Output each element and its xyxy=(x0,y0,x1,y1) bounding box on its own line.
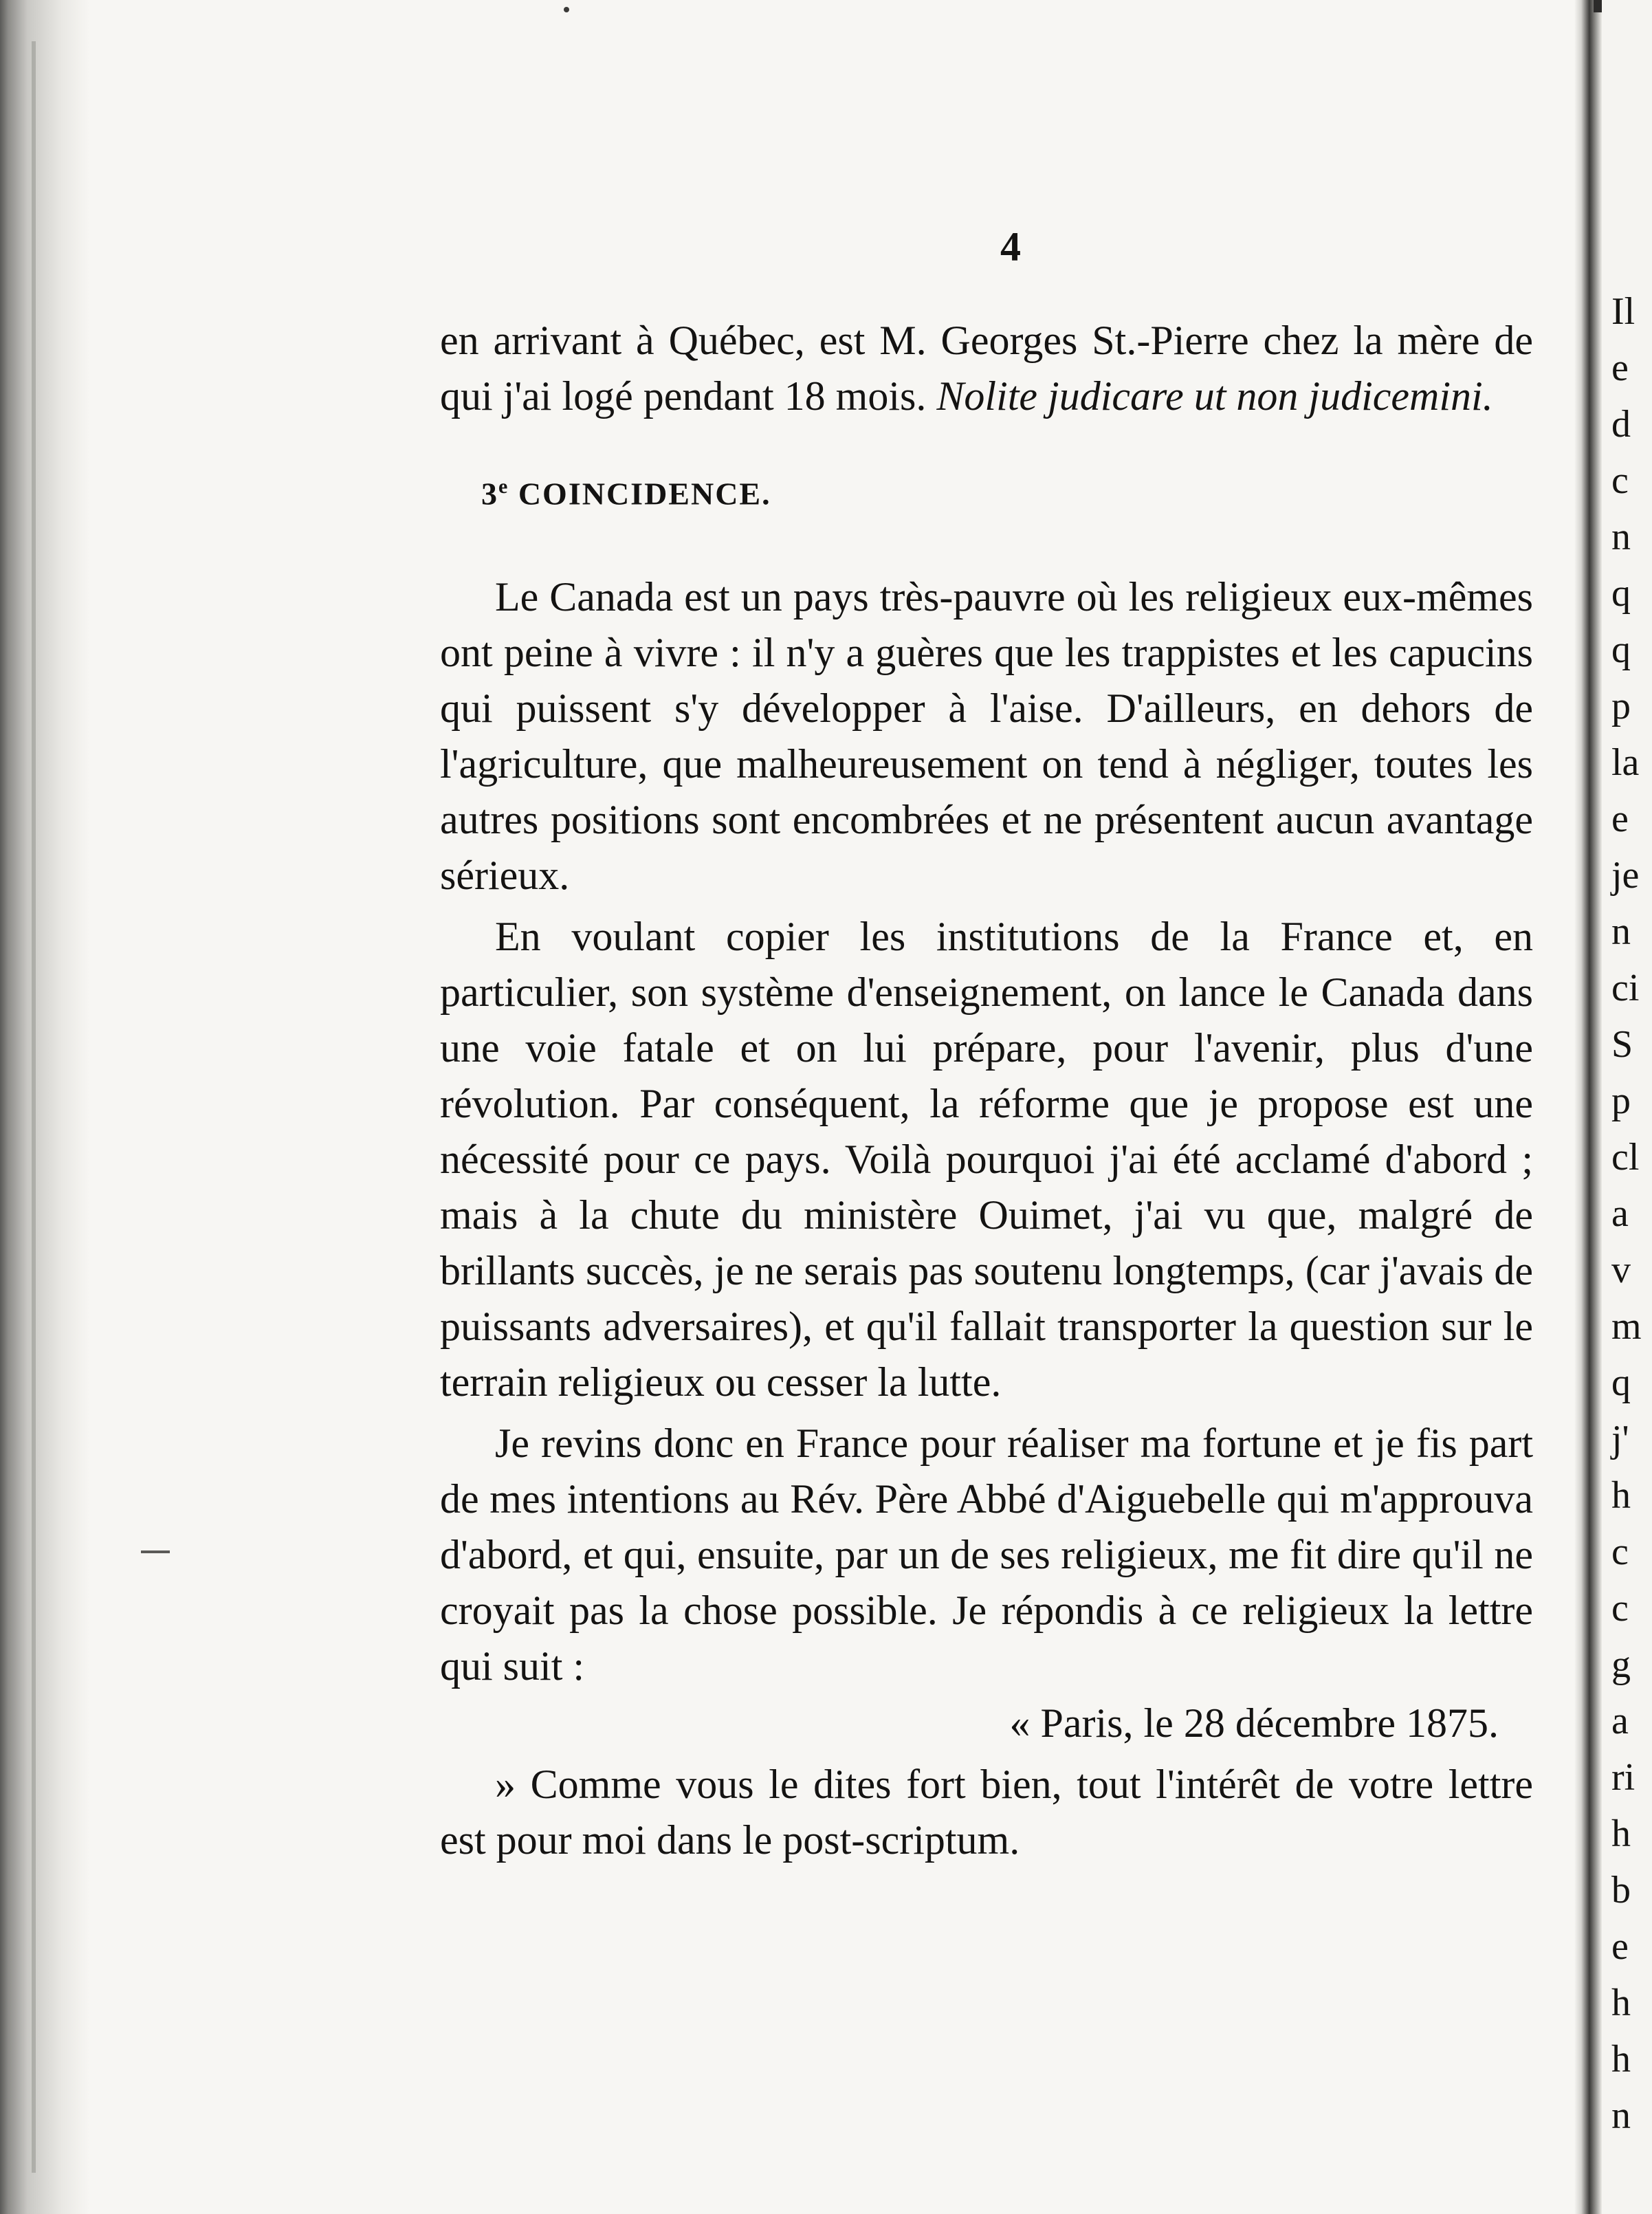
facing-page-fragment: v xyxy=(1611,1249,1631,1291)
facing-page-fragment: h xyxy=(1611,2038,1631,2081)
paragraph-return-france: Je revins donc en France pour réaliser ma fortune et je fis part de mes intentions au Rév. Père Abbé d'Aiguebelle qui m'approuva d'abord, et qui, ensuite, par un de ses religieux, me fit dire qu'il ne croyait pas la chose possible. Je répondis à ce religieux la lettre qui suit : xyxy=(440,1421,1533,1689)
facing-page-fragment: p xyxy=(1611,685,1631,727)
facing-page-fragment: p xyxy=(1611,1079,1631,1122)
paragraph-continuation xyxy=(440,313,1533,424)
facing-page-fragment: cl xyxy=(1611,1136,1640,1179)
letter-opening: » Comme vous le dites fort bien, tout l'intérêt de votre lettre est pour moi dans le post-scriptum. xyxy=(440,1762,1533,1863)
binding-shadow xyxy=(0,0,89,2214)
paragraph-institutions: En voulant copier les institutions de la France et, en particulier, son système d'enseignement, on lance le Canada dans une voie fatale et on lui prépare, pour l'avenir, plus d'une révolution. Par conséquent, la réforme que je propose est une nécessité pour ce pays. Voilà pourquoi j'ai été acclamé d'abord ; mais à la chute du ministère Ouimet, j'ai vu que, malgré de brillants succès, je ne serais pas soutenu longtemps, (car j'avais de puissants adversaires), et qu'il fallait transporter la question sur le terrain religieux ou cesser la lutte. xyxy=(440,914,1533,1405)
facing-page-fragment: a xyxy=(1611,1700,1629,1742)
page-edge-line xyxy=(32,41,36,2173)
facing-page-fragment: h xyxy=(1611,1474,1631,1517)
letter-dateline: « Paris, le 28 décembre 1875. xyxy=(1009,1700,1499,1746)
facing-page-fragment: b xyxy=(1611,1869,1631,1911)
facing-page-fragment: h xyxy=(1611,1812,1631,1855)
page-number: 4 xyxy=(1000,224,1021,270)
facing-page-fragment: j' xyxy=(1611,1418,1629,1460)
paragraph-canada: Le Canada est un pays très-pauvre où les religieux eux-mêmes ont peine à vivre : il n'y a guères que les trappistes et les capucins qui puissent s'y développer à l'aise. D'ailleurs, en dehors de l'agriculture, que malheureusement on tend à négliger, toutes les autres positions sont encombrées et ne présentent aucun avantage sérieux. xyxy=(440,574,1533,899)
heading-title: COINCIDENCE. xyxy=(509,476,771,512)
facing-page-fragment: ri xyxy=(1611,1756,1636,1799)
facing-page-fragment: ci xyxy=(1611,967,1640,1009)
section-heading xyxy=(440,459,1533,521)
margin-mark xyxy=(141,1550,170,1553)
facing-page-fragment: n xyxy=(1611,516,1631,558)
heading-ordinal-suffix: e xyxy=(498,475,509,498)
ink-speck xyxy=(564,7,569,12)
facing-page-fragment: Il xyxy=(1611,290,1636,333)
facing-page-fragment: m xyxy=(1611,1305,1642,1348)
facing-page-fragment: e xyxy=(1611,798,1629,840)
paragraph-1-text: en arrivant à Québec, est M. Georges St.-Pierre chez la mère de qui j'ai logé pendant 18 mois. xyxy=(440,318,1533,419)
facing-page-fragment: d xyxy=(1611,403,1631,446)
facing-page-fragment: e xyxy=(1611,347,1629,389)
book-gutter xyxy=(1574,0,1602,2214)
body-text xyxy=(440,313,1533,1868)
facing-page-edge xyxy=(1602,0,1652,2214)
facing-page-fragment: c xyxy=(1611,459,1629,502)
facing-page-fragment: e xyxy=(1611,1925,1629,1968)
facing-page-fragment: n xyxy=(1611,2094,1631,2137)
facing-page-fragment: je xyxy=(1611,854,1640,897)
latin-quote: Nolite judicare ut non judicemini. xyxy=(936,373,1493,419)
heading-number: 3 xyxy=(481,476,498,512)
facing-page-fragment: c xyxy=(1611,1531,1629,1573)
facing-page-fragment: q xyxy=(1611,628,1631,671)
facing-page-fragment: g xyxy=(1611,1643,1631,1686)
facing-page-fragment: a xyxy=(1611,1192,1629,1235)
facing-page-fragment: h xyxy=(1611,1982,1631,2024)
facing-page-fragment: n xyxy=(1611,910,1631,953)
facing-page-fragment: la xyxy=(1611,741,1640,784)
facing-page-fragment: c xyxy=(1611,1587,1629,1630)
facing-page-fragment: q xyxy=(1611,1361,1631,1404)
facing-page-fragment: q xyxy=(1611,572,1631,615)
facing-page-fragment: S xyxy=(1611,1023,1633,1066)
